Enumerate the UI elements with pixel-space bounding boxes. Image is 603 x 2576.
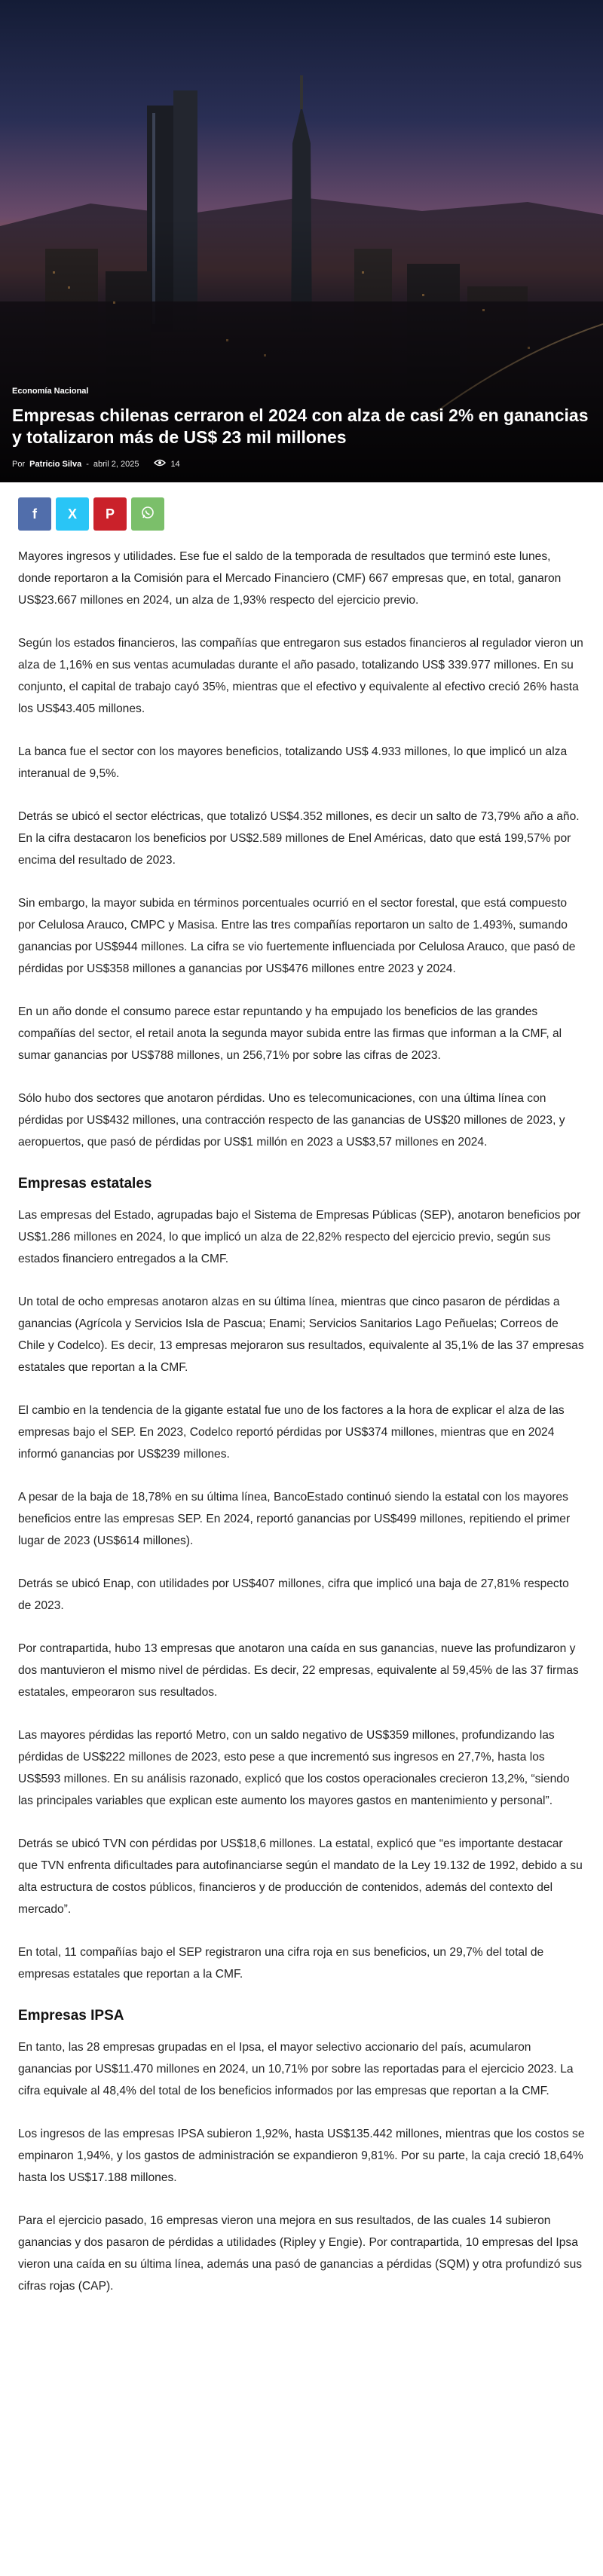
article-paragraph: Para el ejercicio pasado, 16 empresas vieron una mejora en sus resultados, de las cuales 14 subieron ganancias y dos pasaron de pérdidas a utilidades (Ripley y Engie). Por contrapartida, 10 empresas del Ipsa vieron una caída en su última línea, además una pasó de ganancias a pérdidas (SQM) y otra profundizó sus cifras rojas (CAP). <box>18 2214 583 2293</box>
article-paragraph: Las empresas del Estado, agrupadas bajo el Sistema de Empresas Públicas (SEP), anotaron beneficios por US$1.286 millones en 2024, lo que implicó un alza de 22,82% respecto del ejercicio previo, según sus estados financiero entregados a la CMF. <box>18 1209 581 1265</box>
article-paragraph: Sólo hubo dos sectores que anotaron pérdidas. Uno es telecomunicaciones, con una última línea con pérdidas por US$432 millones, una contracción respecto de las ganancias de US$20 millones de 2023, y aeropuertos, que pasó de pérdidas por US$1 millón en 2023 a US$3,57 millones en 2024. <box>18 1092 565 1149</box>
twitter-share-button[interactable] <box>56 497 89 531</box>
facebook-icon: f <box>32 506 37 522</box>
share-bar <box>0 482 603 531</box>
section-heading: Empresas estatales <box>18 1176 152 1192</box>
article-paragraph: La banca fue el sector con los mayores beneficios, totalizando US$ 4.933 millones, lo que implicó un alza interanual de 9,5%. <box>18 745 568 780</box>
article-title: Empresas chilenas cerraron el 2024 con alza de casi 2% en ganancias y totalizaron más de US$ 23 mil millones <box>12 405 589 447</box>
by-label: Por <box>12 459 26 469</box>
whatsapp-share-button[interactable] <box>131 497 164 531</box>
article-paragraph: Mayores ingresos y utilidades. Ese fue el saldo de la temporada de resultados que terminó este lunes, donde reportaron a la Comisión para el Mercado Financiero (CMF) 667 empresas que, en total, ganaron US$23.667 millones en 2024, un alza de 1,93% respecto del ejercicio previo. <box>18 550 562 607</box>
whatsapp-icon <box>141 506 155 523</box>
article-paragraph: Los ingresos de las empresas IPSA subieron 1,92%, hasta US$135.442 millones, mientras que los costos se empinaron 1,94%, y los gastos de administración se expandieron 9,81%. Por su parte, la caja creció 18,64% hasta los US$17.188 millones. <box>18 2128 585 2184</box>
eye-icon <box>154 459 166 469</box>
article-paragraph: Detrás se ubicó TVN con pérdidas por US$18,6 millones. La estatal, explicó que “es importante destacar que TVN enfrenta dificultades para autofinanciarse según el mandato de la Ley 19.132 de 1992, debido a su alta estructura de costos públicos, financieros y de producción de contenidos, además del contexto del mercado”. <box>18 1837 583 1916</box>
article-paragraph: Las mayores pérdidas las reportó Metro, con un saldo negativo de US$359 millones, profundizando las pérdidas de US$222 millones de 2023, esto pese a que incrementó sus ingresos en 27,7%, hasta los US$593 millones. En su análisis razonado, explicó que los costos operacionales crecieron 13,2%, “siendo las principales variables que explican este aumento los mayores gastos en mantenimiento y personal”. <box>18 1729 570 1807</box>
view-count: 14 <box>170 459 180 469</box>
hero-banner <box>0 0 603 482</box>
publish-date: abril 2, 2025 <box>93 459 139 469</box>
x-icon: X <box>67 506 77 522</box>
category-label[interactable]: Economía Nacional <box>12 387 89 396</box>
facebook-share-button[interactable] <box>18 497 51 531</box>
article-paragraph: Según los estados financieros, las compañías que entregaron sus estados financieros al regulador vieron un alza de 1,16% en sus ventas acumuladas durante el año pasado, totalizando US$ 339.977 millones. En su conjunto, el capital de trabajo cayó 35%, mientras que el efectivo y equivalente al efectivo creció 26% hasta los US$43.405 millones. <box>18 637 583 715</box>
article-paragraph: Un total de ocho empresas anotaron alzas en su última línea, mientras que cinco pasaron de pérdidas a ganancias (Agrícola y Servicios Isla de Pascua; Enami; Servicios Sanitarios Lago Peñuelas; Correos de Chile y Codelco). Es decir, 13 empresas mejoraron sus resultados, equivalente al 35,1% de las 37 empresas estatales que reportan a la CMF. <box>18 1296 584 1374</box>
article-paragraph: En tanto, las 28 empresas grupadas en el Ipsa, el mayor selectivo accionario del país, acumularon ganancias por US$11.470 millones en 2024, un 10,71% por sobre las reportadas para el ejercicio 2023. La cifra equivale al 48,4% del total de los beneficios informados por las empresas que reportan a la CMF. <box>18 2041 574 2097</box>
article-paragraph: Sin embargo, la mayor subida en términos porcentuales ocurrió en el sector forestal, que está compuesto por Celulosa Arauco, CMPC y Masisa. Entre las tres compañías reportaron un salto de 1.493%, sumando ganancias por US$944 millones. La cifra se vio fuertemente influenciada por Celulosa Arauco, que pasó de pérdidas por US$358 millones a ganancias por US$476 millones entre 2023 y 2024. <box>18 897 576 975</box>
meta-separator: - <box>86 459 89 469</box>
article-paragraph: A pesar de la baja de 18,78% en su última línea, BancoEstado continuó siendo la estatal con los mayores beneficios entre las empresas SEP. En 2024, reportó ganancias por US$499 millones, repitiendo el primer lugar de 2023 (US$614 millones). <box>18 1491 571 1547</box>
article-paragraph: Detrás se ubicó Enap, con utilidades por US$407 millones, cifra que implicó una baja de 27,81% respecto de 2023. <box>18 1577 569 1612</box>
article-paragraph: Por contrapartida, hubo 13 empresas que anotaron una caída en sus ganancias, nueve las profundizaron y dos mantuvieron el mismo nivel de pérdidas. Es decir, 22 empresas, equivalente al 59,45% de las 37 firmas estatales, empeoraron sus resultados. <box>18 1642 579 1699</box>
article-paragraph: En un año donde el consumo parece estar repuntando y ha empujado los beneficios de las grandes compañías del sector, el retail anota la segunda mayor subida entre las firmas que informan a la CMF, al sumar ganancias por US$788 millones, un 256,71% por sobre las cifras de 2023. <box>18 1005 562 1062</box>
author-link[interactable]: Patricio Silva <box>29 459 82 469</box>
section-heading: Empresas IPSA <box>18 2008 124 2024</box>
pinterest-icon: P <box>105 506 115 522</box>
pinterest-share-button[interactable] <box>93 497 127 531</box>
article-paragraph: En total, 11 compañías bajo el SEP registraron una cifra roja en sus beneficios, un 29,7% del total de empresas estatales que reportan a la CMF. <box>18 1946 544 1981</box>
article-meta <box>12 459 591 469</box>
article-paragraph: El cambio en la tendencia de la gigante estatal fue uno de los factores a la hora de explicar el alza de las empresas bajo el SEP. En 2023, Codelco reportó pérdidas por US$374 millones, mientras que en 2024 informó ganancias por US$239 millones. <box>18 1404 565 1461</box>
article-body <box>0 531 603 2297</box>
article-paragraph: Detrás se ubicó el sector eléctricas, que totalizó US$4.352 millones, es decir un salto de 73,79% año a año. En la cifra destacaron los beneficios por US$2.589 millones de Enel Américas, dato que está 199,57% por encima del resultado de 2023. <box>18 810 580 867</box>
